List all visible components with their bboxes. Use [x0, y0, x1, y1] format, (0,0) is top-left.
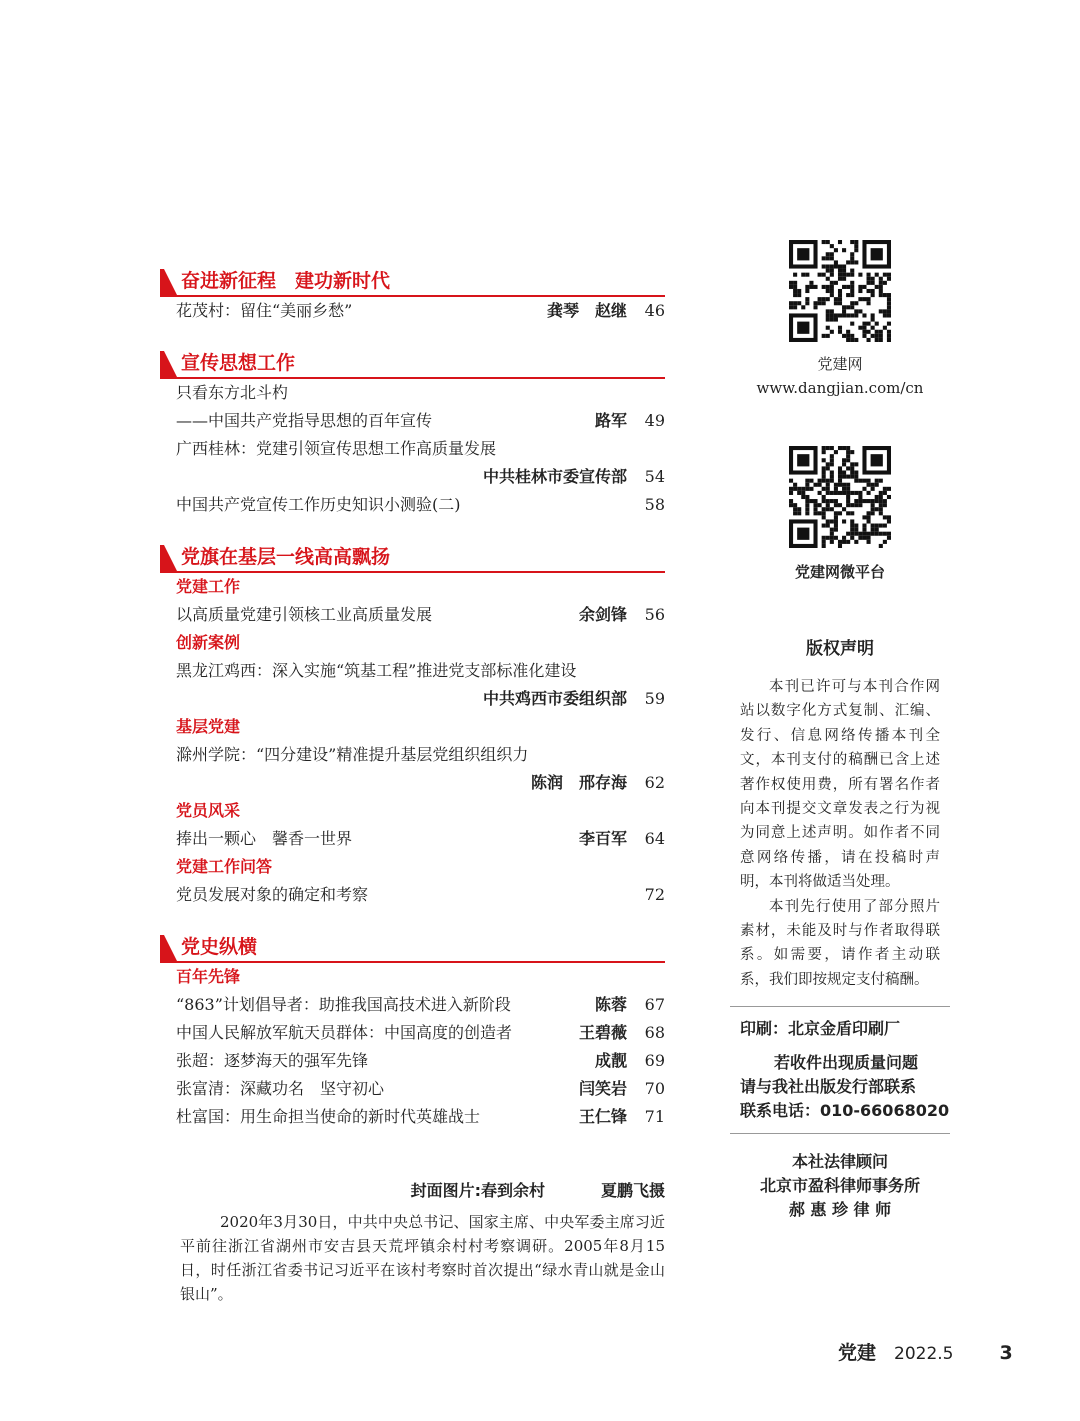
- divider: [730, 1133, 950, 1134]
- copyright-paragraph: 本刊先行使用了部分照片素材，未能及时与作者取得联系。如需要，请作者主动联系，我们即按规定支付稿酬。: [740, 898, 940, 988]
- contact-phone: 联系电话：010-66068020: [740, 1101, 950, 1121]
- toc-entry[interactable]: [160, 491, 665, 519]
- qr-code-icon[interactable]: [789, 240, 891, 342]
- entry-author: 成靓: [594, 1051, 627, 1070]
- cover-caption: [180, 1178, 665, 1306]
- subsection-title: 基层党建: [176, 717, 241, 736]
- toc-entry[interactable]: [160, 1103, 665, 1131]
- entry-title: ——中国共产党指导思想的百年宣传: [176, 411, 433, 430]
- toc-section: [160, 347, 665, 519]
- section-title: 宣传思想工作: [181, 352, 296, 374]
- entry-page: 49: [644, 411, 665, 430]
- subsection-title: 百年先锋: [176, 967, 241, 986]
- toc-entry[interactable]: [160, 1047, 665, 1075]
- entry-author: 王仁锋: [578, 1107, 627, 1126]
- entry-author: 陈蓉: [594, 995, 627, 1014]
- entry-title: 以高质量党建引领核工业高质量发展: [176, 605, 433, 624]
- section-title: 党旗在基层一线高高飘扬: [181, 546, 391, 568]
- qr-website-url[interactable]: www.dangjian.com/cn: [756, 379, 924, 397]
- entry-author: 李百军: [578, 829, 627, 848]
- entry-title: 滁州学院：“四分建设”精准提升基层党组织组织力: [176, 745, 529, 764]
- printer-info: 印刷：北京金盾印刷厂: [740, 1019, 901, 1039]
- entry-page: 64: [644, 829, 665, 848]
- entry-page: 69: [644, 1051, 665, 1070]
- entry-author: 王碧薇: [578, 1023, 627, 1042]
- toc-entry[interactable]: [160, 407, 665, 435]
- section-header: [160, 931, 665, 963]
- toc-entry[interactable]: [160, 769, 665, 797]
- entry-page: 59: [644, 689, 665, 708]
- entry-author: 龚琴 赵继: [546, 301, 627, 320]
- entry-title: 杜富国：用生命担当使命的新时代英雄战士: [176, 1107, 481, 1126]
- table-of-contents: [160, 265, 665, 1131]
- entry-title: 只看东方北斗杓: [176, 383, 289, 402]
- copyright-title: 版权声明: [806, 639, 874, 659]
- section-title: 奋进新征程 建功新时代: [181, 270, 391, 292]
- toc-section: [160, 265, 665, 325]
- toc-entry[interactable]: [160, 881, 665, 909]
- section-header: [160, 541, 665, 573]
- entry-author: 陈润 邢存海: [530, 773, 627, 792]
- cover-photographer: 夏鹏飞摄: [600, 1181, 665, 1200]
- toc-entry[interactable]: [160, 601, 665, 629]
- entry-author: 中共桂林市委宣传部: [482, 467, 627, 486]
- toc-section: [160, 931, 665, 1131]
- toc-entry[interactable]: [160, 685, 665, 713]
- toc-entry[interactable]: [160, 1075, 665, 1103]
- subsection-title: 创新案例: [176, 633, 241, 652]
- entry-author: 余剑锋: [578, 605, 627, 624]
- section-marker-icon: [160, 545, 177, 571]
- entry-page: 54: [644, 467, 665, 486]
- toc-entry[interactable]: [160, 741, 665, 769]
- entry-page: 70: [644, 1079, 665, 1098]
- entry-page: 62: [644, 773, 665, 792]
- quality-contact: 请与我社出版发行部联系: [740, 1077, 917, 1097]
- toc-section: [160, 541, 665, 909]
- subsection-title: 党员风采: [176, 801, 241, 820]
- cover-description: 2020年3月30日，中共中央总书记、国家主席、中央军委主席习近平前往浙江省湖州市安吉县天荒坪镇余村村考察调研。2005年8月15日，时任浙江省委书记习近平在该村考察时首次提出“绿水青山就是金山银山”。: [180, 1213, 665, 1303]
- legal-advisor-title: 本社法律顾问: [791, 1152, 888, 1172]
- entry-title: 张超：逐梦海天的强军先锋: [176, 1051, 369, 1070]
- entry-page: 56: [644, 605, 665, 624]
- cover-label: 封面图片:春到余村: [410, 1181, 545, 1200]
- qr-code-wechat-icon[interactable]: [789, 446, 891, 548]
- entry-page: 72: [644, 885, 665, 904]
- section-marker-icon: [160, 935, 177, 961]
- toc-entry[interactable]: [160, 463, 665, 491]
- toc-entry[interactable]: [160, 297, 665, 325]
- toc-entry[interactable]: [160, 435, 665, 463]
- divider: [730, 1006, 950, 1007]
- entry-title: 中国人民解放军航天员群体：中国高度的创造者: [176, 1023, 513, 1042]
- page-footer: [838, 1338, 1013, 1365]
- entry-page: 68: [644, 1023, 665, 1042]
- toc-entry[interactable]: [160, 1019, 665, 1047]
- entry-title: 中国共产党宣传工作历史知识小测验(二): [176, 495, 461, 514]
- entry-page: 67: [644, 995, 665, 1014]
- entry-title: 张富清：深藏功名 坚守初心: [176, 1079, 385, 1098]
- section-marker-icon: [160, 269, 177, 295]
- entry-title: 广西桂林：党建引领宣传思想工作高质量发展: [176, 439, 497, 458]
- entry-author: 闫笑岩: [578, 1079, 627, 1098]
- page-number: 3: [999, 1342, 1013, 1364]
- subsection-title: 党建工作问答: [176, 857, 273, 876]
- entry-title: “863”计划倡导者：助推我国高技术进入新阶段: [176, 995, 511, 1014]
- quality-notice: 若收件出现质量问题: [774, 1053, 919, 1073]
- issue-number: 2022.5: [894, 1344, 954, 1364]
- section-marker-icon: [160, 351, 177, 377]
- section-header: [160, 347, 665, 379]
- entry-title: 花茂村：留住“美丽乡愁”: [176, 301, 353, 320]
- copyright-body: [730, 675, 950, 992]
- entry-page: 46: [644, 301, 665, 320]
- entry-title: 捧出一颗心 馨香一世界: [176, 829, 353, 848]
- entry-author: 路军: [594, 411, 627, 430]
- toc-entry[interactable]: [160, 379, 665, 407]
- entry-page: 71: [644, 1107, 665, 1126]
- toc-entry[interactable]: [160, 657, 665, 685]
- copyright-paragraph: 本刊已许可与本刊合作网站以数字化方式复制、汇编、发行、信息网络传播本刊全文，本刊支付的稿酬已含上述著作权使用费，所有署名作者向本刊提交文章发表之行为视为同意上述声明。如作者不同意网络传播，请在投稿时声明，本刊将做适当处理。: [740, 679, 940, 891]
- section-title: 党史纵横: [181, 936, 258, 958]
- right-sidebar: [730, 240, 950, 1222]
- law-firm: 北京市盈科律师事务所: [759, 1176, 920, 1196]
- qr-website-label: 党建网: [817, 355, 863, 373]
- magazine-name: 党建: [838, 1342, 877, 1364]
- qr-wechat-label: 党建网微平台: [794, 563, 885, 581]
- entry-title: 党员发展对象的确定和考察: [176, 885, 369, 904]
- entry-page: 58: [644, 495, 665, 514]
- cover-credit: [180, 1178, 665, 1204]
- lawyer-name: 郝 惠 珍 律 师: [788, 1200, 892, 1220]
- subsection-title: 党建工作: [176, 577, 241, 596]
- entry-title: 黑龙江鸡西：深入实施“筑基工程”推进党支部标准化建设: [176, 661, 577, 680]
- toc-entry[interactable]: [160, 825, 665, 853]
- entry-author: 中共鸡西市委组织部: [482, 689, 627, 708]
- section-header: [160, 265, 665, 297]
- toc-entry[interactable]: [160, 991, 665, 1019]
